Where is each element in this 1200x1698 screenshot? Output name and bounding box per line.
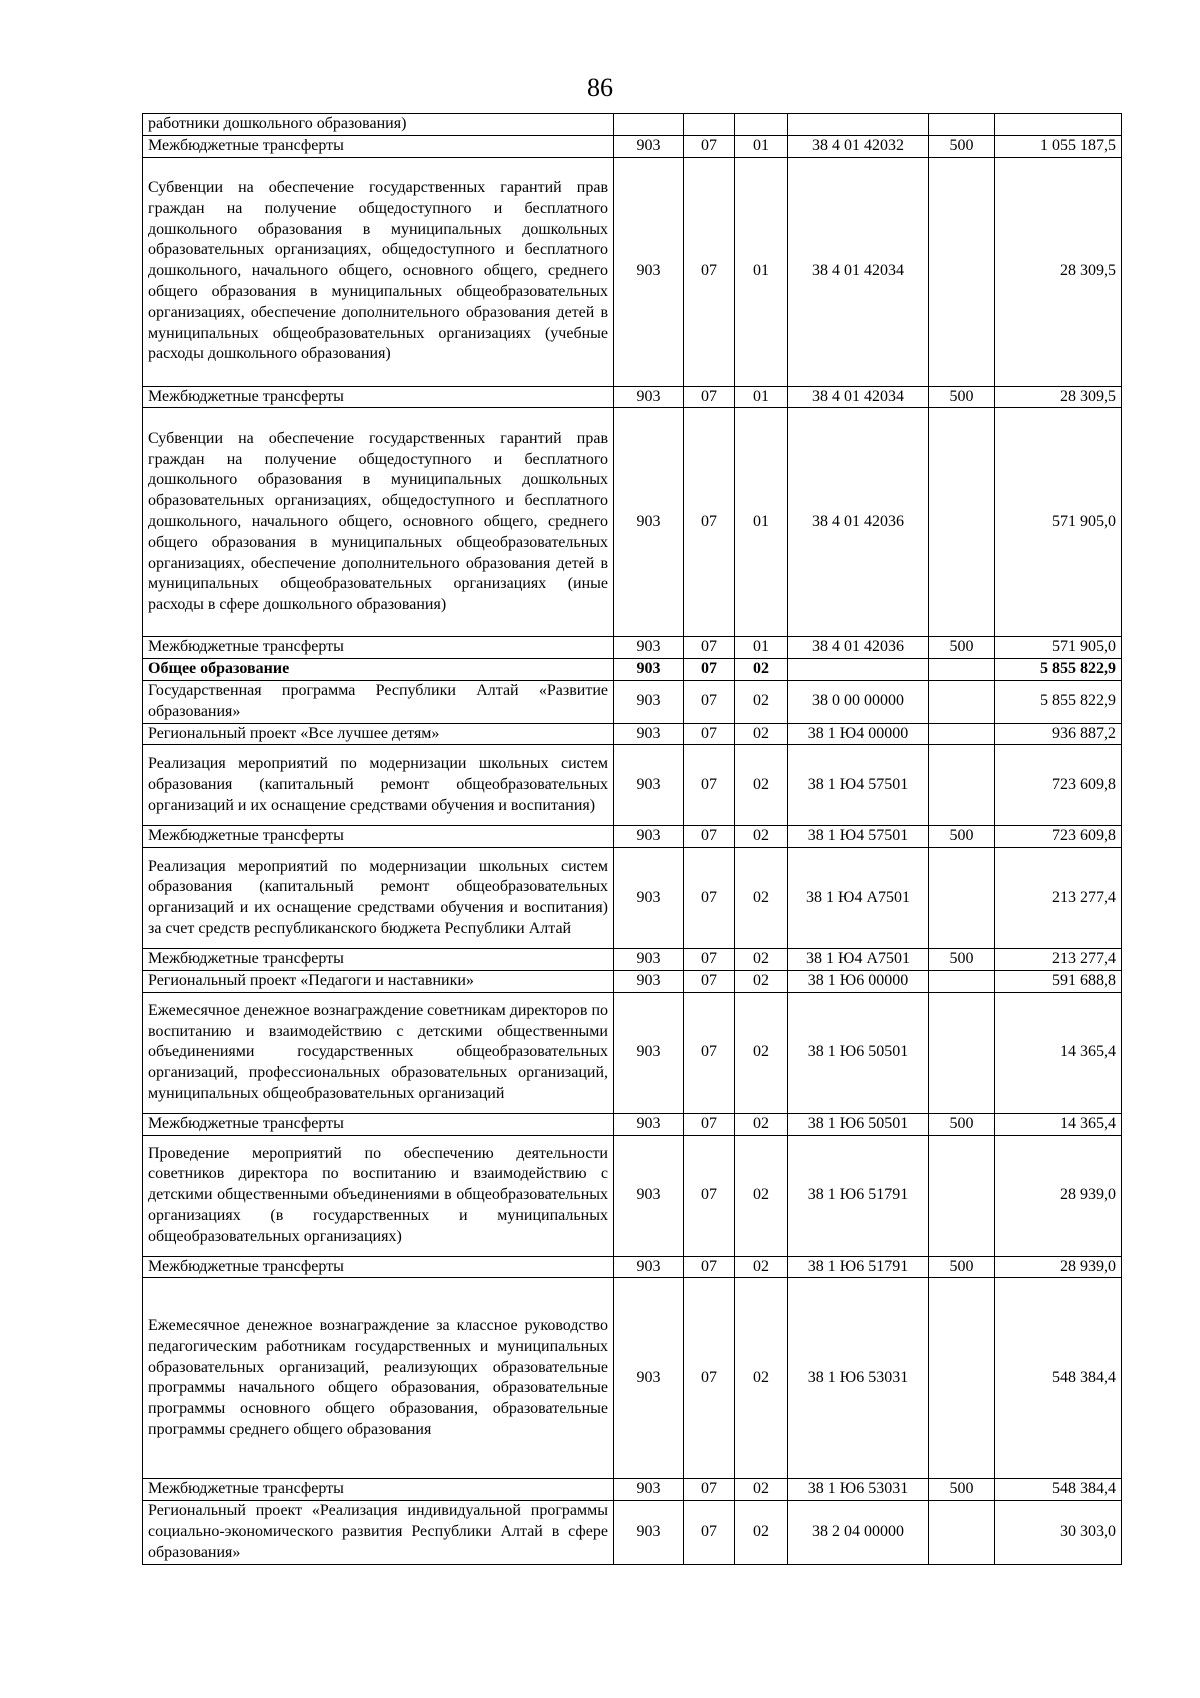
row-name-cell: Реализация мероприятий по модернизации школьных систем образования (капитальный ремонт общеобразовательных организаций и их оснащение средствами обучения и воспитания) за счет средств республиканского бюджета Республики Алтай [143,848,614,949]
row-amount-cell: 571 905,0 [995,637,1122,659]
row-admin-code-cell: 903 [614,1135,684,1256]
row-expense-type-cell: 500 [929,949,995,971]
row-amount-cell: 14 365,4 [995,992,1122,1113]
table-row [143,157,1122,386]
row-admin-code-cell: 903 [614,1113,684,1135]
row-subsection-cell: 02 [735,745,788,826]
row-section-cell: 07 [684,1113,735,1135]
row-section-cell: 07 [684,848,735,949]
row-section-cell [684,114,735,136]
table-row [143,826,1122,848]
budget-table [142,113,1122,1565]
row-section-cell: 07 [684,408,735,637]
row-admin-code-cell: 903 [614,1278,684,1479]
row-section-cell: 07 [684,1135,735,1256]
row-name-cell: Межбюджетные трансферты [143,1256,614,1278]
row-target-article-cell: 38 1 Ю6 51791 [788,1135,929,1256]
row-subsection-cell: 02 [735,680,788,723]
row-target-article-cell: 38 1 Ю4 00000 [788,723,929,745]
row-admin-code-cell: 903 [614,848,684,949]
table-row [143,848,1122,949]
row-amount-cell: 5 855 822,9 [995,680,1122,723]
table-row [143,659,1122,681]
row-subsection-cell: 02 [735,723,788,745]
row-amount-cell: 548 384,4 [995,1479,1122,1501]
row-name-cell: Межбюджетные трансферты [143,637,614,659]
row-expense-type-cell [929,1135,995,1256]
page-number: 86 [587,73,613,102]
row-target-article-cell: 38 1 Ю4 57501 [788,826,929,848]
row-name-cell: Ежемесячное денежное вознаграждение советникам директоров по воспитанию и взаимодействию с детскими общественными объединениями государственных общеобразовательных организаций, профессиональных образовательных организаций, муниципальных общеобразовательных организаций [143,992,614,1113]
row-subsection-cell: 01 [735,637,788,659]
row-section-cell: 07 [684,1479,735,1501]
row-section-cell: 07 [684,723,735,745]
table-row [143,992,1122,1113]
row-expense-type-cell [929,1278,995,1479]
row-subsection-cell: 02 [735,992,788,1113]
row-expense-type-cell: 500 [929,1113,995,1135]
row-name-cell: Межбюджетные трансферты [143,135,614,157]
row-name-cell: Проведение мероприятий по обеспечению деятельности советников директора по воспитанию и взаимодействию с детскими общественными объединениями в общеобразовательных организациях (в государственных и муниципальных общеобразовательных организациях) [143,1135,614,1256]
row-section-cell: 07 [684,1278,735,1479]
row-subsection-cell: 02 [735,1278,788,1479]
row-subsection-cell: 02 [735,1256,788,1278]
row-section-cell: 07 [684,992,735,1113]
row-admin-code-cell: 903 [614,949,684,971]
row-subsection-cell: 02 [735,659,788,681]
row-subsection-cell: 02 [735,826,788,848]
table-row [143,680,1122,723]
row-subsection-cell: 01 [735,408,788,637]
table-row [143,1135,1122,1256]
row-admin-code-cell: 903 [614,157,684,386]
table-row [143,745,1122,826]
row-section-cell: 07 [684,637,735,659]
table-row [143,949,1122,971]
row-expense-type-cell [929,723,995,745]
row-amount-cell: 548 384,4 [995,1278,1122,1479]
row-name-cell: Межбюджетные трансферты [143,1479,614,1501]
row-admin-code-cell [614,114,684,136]
row-amount-cell: 213 277,4 [995,949,1122,971]
row-target-article-cell: 38 1 Ю4 А7501 [788,949,929,971]
row-name-cell: Региональный проект «Реализация индивидуальной программы социально-экономического развития Республики Алтай в сфере образования» [143,1501,614,1564]
row-admin-code-cell: 903 [614,723,684,745]
row-target-article-cell [788,114,929,136]
row-name-cell: Государственная программа Республики Алтай «Развитие образования» [143,680,614,723]
row-expense-type-cell: 500 [929,386,995,408]
table-row [143,114,1122,136]
row-expense-type-cell [929,680,995,723]
row-admin-code-cell: 903 [614,1501,684,1564]
row-expense-type-cell [929,659,995,681]
row-name-cell: Общее образование [143,659,614,681]
row-name-cell: Субвенции на обеспечение государственных гарантий прав граждан на получение общедоступного и бесплатного дошкольного образования в муниципальных дошкольных образовательных организациях, общедоступного и бесплатного дошкольного, начального общего, основного общего, среднего общего образования в муниципальных общеобразовательных организациях, обеспечение дополнительного образования детей в муниципальных общеобразовательных организациях (иные расходы в сфере дошкольного образования) [143,408,614,637]
row-amount-cell: 28 309,5 [995,157,1122,386]
row-target-article-cell: 38 1 Ю6 53031 [788,1278,929,1479]
row-expense-type-cell: 500 [929,637,995,659]
row-admin-code-cell: 903 [614,992,684,1113]
row-amount-cell: 213 277,4 [995,848,1122,949]
table-row [143,1278,1122,1479]
row-target-article-cell: 38 4 01 42032 [788,135,929,157]
row-expense-type-cell [929,408,995,637]
table-row [143,637,1122,659]
row-expense-type-cell: 500 [929,826,995,848]
table-row [143,1501,1122,1564]
row-target-article-cell: 38 1 Ю4 А7501 [788,848,929,949]
row-subsection-cell: 02 [735,949,788,971]
row-admin-code-cell: 903 [614,1479,684,1501]
row-subsection-cell: 01 [735,386,788,408]
row-subsection-cell: 02 [735,1135,788,1256]
row-subsection-cell: 01 [735,157,788,386]
table-row [143,1479,1122,1501]
row-section-cell: 07 [684,659,735,681]
row-name-cell: Межбюджетные трансферты [143,826,614,848]
row-admin-code-cell: 903 [614,826,684,848]
row-target-article-cell: 38 4 01 42036 [788,637,929,659]
row-admin-code-cell: 903 [614,659,684,681]
row-name-cell: Межбюджетные трансферты [143,386,614,408]
table-row [143,970,1122,992]
row-target-article-cell: 38 2 04 00000 [788,1501,929,1564]
table-row [143,135,1122,157]
row-name-cell: Реализация мероприятий по модернизации школьных систем образования (капитальный ремонт общеобразовательных организаций и их оснащение средствами обучения и воспитания) [143,745,614,826]
row-admin-code-cell: 903 [614,408,684,637]
row-subsection-cell: 01 [735,135,788,157]
row-amount-cell: 14 365,4 [995,1113,1122,1135]
row-admin-code-cell: 903 [614,637,684,659]
row-expense-type-cell: 500 [929,1256,995,1278]
row-admin-code-cell: 903 [614,1256,684,1278]
row-name-cell: Субвенции на обеспечение государственных гарантий прав граждан на получение общедоступного и бесплатного дошкольного образования в муниципальных дошкольных образовательных организациях, общедоступного и бесплатного дошкольного, начального общего, основного общего, среднего общего образования в муниципальных общеобразовательных организациях, обеспечение дополнительного образования детей в муниципальных общеобразовательных организациях (учебные расходы дошкольного образования) [143,157,614,386]
row-subsection-cell [735,114,788,136]
row-section-cell: 07 [684,135,735,157]
row-target-article-cell: 38 1 Ю6 53031 [788,1479,929,1501]
row-admin-code-cell: 903 [614,135,684,157]
row-section-cell: 07 [684,386,735,408]
row-expense-type-cell: 500 [929,135,995,157]
row-target-article-cell: 38 4 01 42034 [788,386,929,408]
row-target-article-cell: 38 1 Ю6 51791 [788,1256,929,1278]
row-subsection-cell: 02 [735,1479,788,1501]
table-row [143,1113,1122,1135]
row-subsection-cell: 02 [735,1501,788,1564]
row-section-cell: 07 [684,1256,735,1278]
table-row [143,1256,1122,1278]
row-target-article-cell [788,659,929,681]
row-subsection-cell: 02 [735,970,788,992]
row-name-cell: работники дошкольного образования) [143,114,614,136]
row-section-cell: 07 [684,680,735,723]
row-admin-code-cell: 903 [614,970,684,992]
row-name-cell: Межбюджетные трансферты [143,1113,614,1135]
row-target-article-cell: 38 1 Ю6 50501 [788,1113,929,1135]
row-amount-cell: 723 609,8 [995,826,1122,848]
row-target-article-cell: 38 1 Ю4 57501 [788,745,929,826]
table-row [143,408,1122,637]
row-name-cell: Межбюджетные трансферты [143,949,614,971]
row-expense-type-cell [929,970,995,992]
row-amount-cell: 30 303,0 [995,1501,1122,1564]
row-expense-type-cell [929,1501,995,1564]
row-section-cell: 07 [684,745,735,826]
row-name-cell: Ежемесячное денежное вознаграждение за классное руководство педагогическим работникам государственных и муниципальных образовательных организаций, реализующих образовательные программы начального общего образования, образовательные программы основного общего образования, образовательные программы среднего общего образования [143,1278,614,1479]
budget-table-body [143,114,1122,1565]
row-target-article-cell: 38 1 Ю6 50501 [788,992,929,1113]
row-admin-code-cell: 903 [614,680,684,723]
row-subsection-cell: 02 [735,848,788,949]
row-name-cell: Региональный проект «Педагоги и наставники» [143,970,614,992]
row-amount-cell: 591 688,8 [995,970,1122,992]
row-amount-cell: 1 055 187,5 [995,135,1122,157]
row-amount-cell: 28 939,0 [995,1256,1122,1278]
row-target-article-cell: 38 4 01 42036 [788,408,929,637]
row-expense-type-cell [929,745,995,826]
row-admin-code-cell: 903 [614,386,684,408]
row-target-article-cell: 38 1 Ю6 00000 [788,970,929,992]
table-row [143,723,1122,745]
row-amount-cell [995,114,1122,136]
row-expense-type-cell [929,992,995,1113]
row-amount-cell: 28 939,0 [995,1135,1122,1256]
row-expense-type-cell: 500 [929,1479,995,1501]
row-section-cell: 07 [684,1501,735,1564]
row-target-article-cell: 38 4 01 42034 [788,157,929,386]
row-expense-type-cell [929,848,995,949]
table-row [143,386,1122,408]
row-section-cell: 07 [684,826,735,848]
row-section-cell: 07 [684,157,735,386]
row-amount-cell: 571 905,0 [995,408,1122,637]
row-amount-cell: 5 855 822,9 [995,659,1122,681]
row-amount-cell: 28 309,5 [995,386,1122,408]
row-admin-code-cell: 903 [614,745,684,826]
row-name-cell: Региональный проект «Все лучшее детям» [143,723,614,745]
row-section-cell: 07 [684,949,735,971]
row-target-article-cell: 38 0 00 00000 [788,680,929,723]
row-amount-cell: 936 887,2 [995,723,1122,745]
row-subsection-cell: 02 [735,1113,788,1135]
row-section-cell: 07 [684,970,735,992]
row-amount-cell: 723 609,8 [995,745,1122,826]
row-expense-type-cell [929,157,995,386]
row-expense-type-cell [929,114,995,136]
